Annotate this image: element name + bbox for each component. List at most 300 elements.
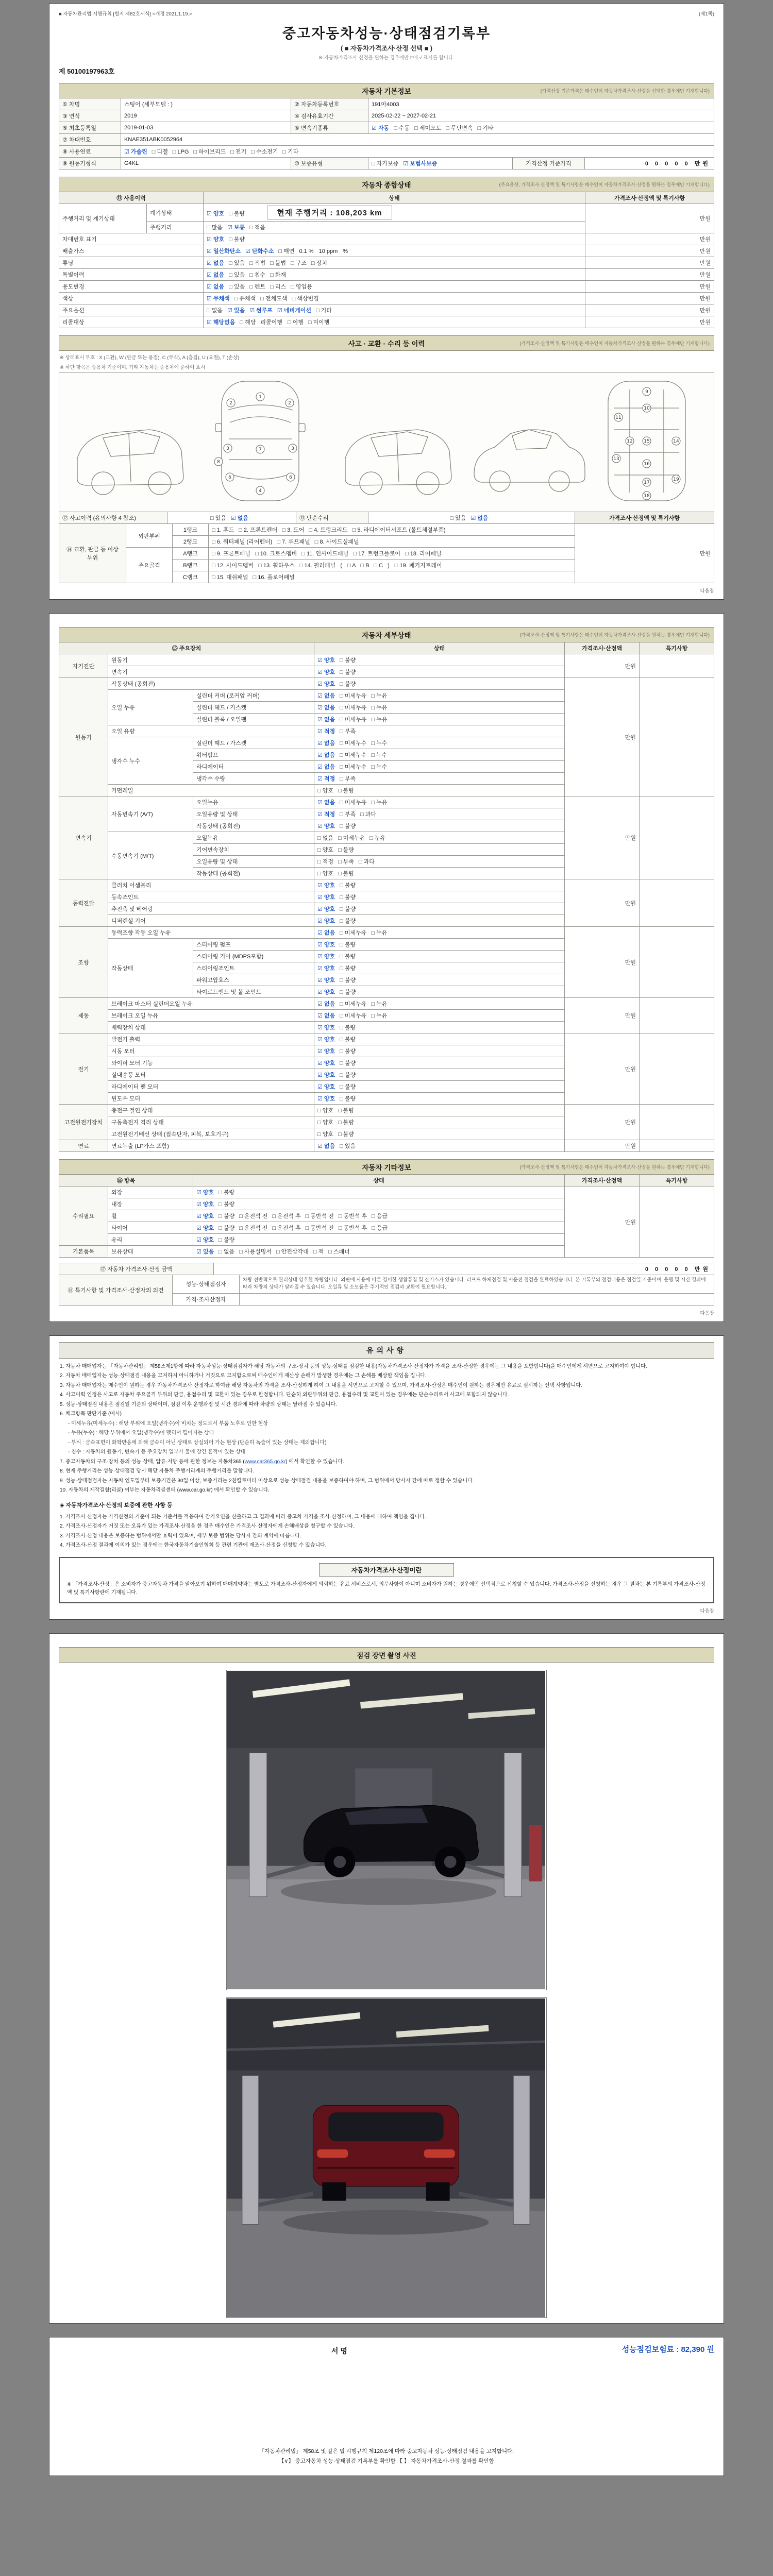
checkbox-양호[interactable]: □ 양호 [317, 1108, 333, 1114]
checkbox-보통[interactable]: ☑ 보통 [227, 225, 245, 231]
checkbox-양호[interactable]: ☑ 양호 [317, 942, 335, 948]
checkbox-C[interactable]: □ C [374, 563, 383, 569]
checkbox-부족[interactable]: □ 부족 [340, 728, 356, 735]
cell [291, 98, 368, 110]
checkbox-적음[interactable]: □ 적음 [249, 225, 266, 231]
checkbox-누유[interactable]: □ 누유 [371, 717, 388, 723]
cell [640, 1140, 714, 1152]
checkbox-누수[interactable]: □ 누수 [371, 740, 388, 747]
checkbox-없음[interactable]: ☑ 없음 [317, 717, 335, 723]
checkbox-6. 쿼터패널 (리어펜더)[interactable]: □ 6. 쿼터패널 (리어펜더) [212, 539, 273, 545]
checkbox-적정[interactable]: ☑ 적정 [317, 728, 335, 735]
checkbox-불량[interactable]: □ 불량 [340, 681, 356, 687]
checkbox-불량[interactable]: □ 불량 [340, 657, 356, 664]
checkbox-불량[interactable]: □ 불량 [340, 1025, 356, 1031]
inline-value: ) [388, 563, 390, 569]
cell-text: G4KL [124, 160, 139, 166]
checkbox-동반석 전[interactable]: □ 동반석 전 [305, 1213, 334, 1219]
svg-text:8: 8 [217, 460, 220, 465]
cell [585, 257, 714, 269]
next-page-label[interactable]: 다음장 [700, 588, 714, 594]
cell [108, 1069, 314, 1081]
checkbox-없음[interactable]: ☑ 없음 [207, 284, 225, 290]
checkbox-잭[interactable]: □ 잭 [313, 1249, 324, 1255]
cell-text: 만원 [699, 272, 711, 278]
checkbox-있음[interactable]: □ 있음 [229, 260, 245, 266]
checkbox-불량[interactable]: □ 불량 [340, 942, 356, 948]
checkbox-미세누수[interactable]: □ 미세누수 [340, 752, 367, 758]
cell-text: 오일유량 및 상태 [196, 811, 238, 818]
checkbox-16. 플로어패널[interactable]: □ 16. 플로어패널 [253, 574, 295, 581]
checkbox-양호[interactable]: ☑ 양호 [317, 1037, 335, 1043]
checkbox-10. 크로스멤버[interactable]: □ 10. 크로스멤버 [255, 551, 297, 557]
checkbox-양호[interactable]: ☑ 양호 [196, 1213, 214, 1219]
checkbox-네비게이션[interactable]: ☑ 네비게이션 [277, 308, 311, 314]
cell-text: 등속조인트 [111, 894, 139, 901]
cell-text: 연료 [78, 1143, 89, 1149]
checkbox-없음[interactable]: ☑ 없음 [317, 705, 335, 711]
checkbox-불량[interactable]: □ 불량 [338, 1120, 354, 1126]
cell [108, 1105, 314, 1116]
checkbox-9. 프론트패널[interactable]: □ 9. 프론트패널 [212, 551, 251, 557]
checkbox-침수[interactable]: □ 침수 [249, 272, 266, 278]
checkbox-19. 패키지트레이[interactable]: □ 19. 패키지트레이 [394, 563, 442, 569]
checkbox-썬루프[interactable]: ☑ 썬루프 [249, 308, 273, 314]
checkbox-안전삼각대[interactable]: □ 안전삼각대 [276, 1249, 309, 1255]
checkbox-양호[interactable]: ☑ 양호 [317, 1072, 335, 1078]
checkbox-양호[interactable]: ☑ 양호 [196, 1237, 214, 1243]
cell [585, 192, 714, 204]
checkbox-5. 라디에이터서포트 (볼트체결부품)[interactable]: □ 5. 라디에이터서포트 (볼트체결부품) [352, 527, 446, 533]
checkbox-양호[interactable]: ☑ 양호 [317, 1096, 335, 1102]
checkbox-미세누유[interactable]: □ 미세누유 [340, 930, 367, 936]
checkbox-불량[interactable]: □ 불량 [340, 954, 356, 960]
checkbox-누유[interactable]: □ 누유 [371, 1001, 388, 1007]
checkbox-누유[interactable]: □ 누유 [371, 1013, 388, 1019]
checkbox-없음[interactable]: ☑ 없음 [470, 515, 489, 521]
checkbox-색상변경[interactable]: □ 색상변경 [292, 296, 319, 302]
checkbox-누유[interactable]: □ 누유 [369, 835, 386, 841]
checkbox-불량[interactable]: □ 불량 [340, 965, 356, 972]
checkbox-없음[interactable]: ☑ 없음 [317, 1013, 335, 1019]
cell-text: 작동상태 (공회전) [111, 681, 155, 687]
checkbox-이행[interactable]: □ 이행 [287, 319, 304, 326]
next-page-label[interactable]: 다음장 [700, 1608, 714, 1614]
checkbox-불량[interactable]: □ 불량 [229, 211, 245, 217]
checkbox-양호[interactable]: ☑ 양호 [317, 823, 335, 829]
checkbox-기타[interactable]: □ 기타 [477, 125, 494, 131]
fee-label: 성능점검보험료 : [621, 2345, 679, 2354]
checkbox-누수[interactable]: □ 누수 [371, 752, 388, 758]
checkbox-구조[interactable]: □ 구조 [291, 260, 307, 266]
checkbox-양호[interactable]: □ 양호 [317, 1120, 333, 1126]
checkbox-없음[interactable]: □ 없음 [207, 308, 223, 314]
checkbox-부족[interactable]: □ 부족 [340, 776, 356, 782]
checkbox-무채색[interactable]: ☑ 무채색 [207, 296, 230, 302]
checkbox-불량[interactable]: □ 불량 [338, 847, 354, 853]
cell [193, 1187, 565, 1198]
cell-text: 오일 누유 [111, 705, 135, 711]
checkbox-양호[interactable]: ☑ 양호 [317, 669, 335, 675]
checkbox-불량[interactable]: □ 불량 [219, 1190, 235, 1196]
checkbox-있음[interactable]: □ 있음 [210, 515, 226, 521]
checkbox-없음[interactable]: ☑ 없음 [207, 260, 225, 266]
checkbox-양호[interactable]: ☑ 양호 [317, 681, 335, 687]
checkbox-없음[interactable]: □ 없음 [219, 1249, 235, 1255]
checkbox-양호[interactable]: ☑ 양호 [317, 1060, 335, 1066]
cell [314, 702, 565, 714]
checkbox-양호[interactable]: ☑ 양호 [317, 1025, 335, 1031]
checkbox-미세누유[interactable]: □ 미세누유 [340, 693, 367, 699]
cell [59, 1033, 108, 1105]
checkbox-양호[interactable]: ☑ 양호 [317, 657, 335, 664]
checkbox-스패너[interactable]: □ 스패너 [328, 1249, 350, 1255]
cell-text: 2025-02-22 ~ 2027-02-21 [372, 113, 436, 119]
checkbox-불량[interactable]: □ 불량 [340, 918, 356, 924]
checkbox-없음[interactable]: ☑ 없음 [317, 1001, 335, 1007]
checkbox-일산화탄소[interactable]: ☑ 일산화탄소 [207, 248, 241, 255]
checkbox-적정[interactable]: ☑ 적정 [317, 776, 335, 782]
cell-text: 오일유량 및 상태 [196, 859, 238, 865]
checkbox-양호[interactable]: □ 양호 [317, 1131, 333, 1138]
svg-text:6: 6 [228, 475, 231, 480]
checkbox-부족[interactable]: □ 부족 [338, 859, 354, 865]
checkbox-양호[interactable]: □ 양호 [317, 847, 333, 853]
checkbox-12. 사이드멤버[interactable]: □ 12. 사이드멤버 [212, 563, 254, 569]
checkbox-과다[interactable]: □ 과다 [358, 859, 375, 865]
checkbox-누유[interactable]: □ 누유 [371, 800, 388, 806]
cell-text: 실린더 헤드 / 가스켓 [196, 740, 247, 747]
checkbox-미세누수[interactable]: □ 미세누수 [340, 764, 367, 770]
checkbox-불량[interactable]: □ 불량 [229, 236, 245, 243]
checkbox-7. 루프패널[interactable]: □ 7. 루프패널 [277, 539, 310, 545]
checkbox-불량[interactable]: □ 불량 [340, 669, 356, 675]
checkbox-13. 휠하우스[interactable]: □ 13. 휠하우스 [258, 563, 295, 569]
checkbox-불량[interactable]: □ 불량 [219, 1225, 235, 1231]
checkbox-누유[interactable]: □ 누유 [371, 930, 388, 936]
checkbox-불량[interactable]: □ 불량 [338, 871, 354, 877]
checkbox-없음[interactable]: ☑ 없음 [317, 800, 335, 806]
checkbox-불량[interactable]: □ 불량 [338, 1108, 354, 1114]
cell [640, 1033, 714, 1105]
checkbox-양호[interactable]: □ 양호 [317, 871, 333, 877]
cell-text: 라디에이터 [196, 764, 224, 770]
checkbox-디젤[interactable]: □ 디젤 [152, 149, 168, 155]
cell [59, 654, 108, 678]
checkbox-미세누유[interactable]: □ 미세누유 [340, 1001, 367, 1007]
checkbox-보험사보증[interactable]: ☑ 보험사보증 [403, 161, 438, 167]
next-page-label[interactable]: 다음장 [700, 1310, 714, 1316]
cell [314, 974, 565, 986]
checkbox-없음[interactable]: ☑ 없음 [230, 515, 249, 521]
checkbox-전체도색[interactable]: □ 전체도색 [260, 296, 288, 302]
table-row [59, 146, 714, 158]
cell-text: 오일 유량 [111, 728, 135, 735]
checkbox-세미오토[interactable]: □ 세미오토 [414, 125, 442, 131]
vehicle-diagram-svg [67, 376, 706, 506]
cell [314, 844, 565, 856]
checkbox-동반석 후[interactable]: □ 동반석 후 [338, 1213, 367, 1219]
table-row [59, 293, 714, 304]
checkbox-없음[interactable]: ☑ 없음 [317, 752, 335, 758]
cell [193, 951, 314, 962]
cell-text: 조향 [78, 959, 89, 966]
checkbox-운전석 후[interactable]: □ 운전석 후 [272, 1213, 301, 1219]
checkbox-불량[interactable]: □ 불량 [340, 1048, 356, 1055]
checkbox-18. 리어패널[interactable]: □ 18. 리어패널 [405, 551, 442, 557]
checkbox-불량[interactable]: □ 불량 [338, 788, 354, 794]
cell-text: 만원 [699, 319, 711, 326]
checkbox-누수[interactable]: □ 누수 [371, 764, 388, 770]
checkbox-양호[interactable]: □ 양호 [317, 788, 333, 794]
section-etc-info [59, 1159, 714, 1175]
checkbox-가솔린[interactable]: ☑ 가솔린 [124, 149, 147, 155]
checkbox-적정[interactable]: □ 적정 [317, 859, 333, 865]
checkbox-불량[interactable]: □ 불량 [340, 977, 356, 984]
cell [108, 678, 314, 690]
checkbox-양호[interactable]: ☑ 양호 [317, 883, 335, 889]
cell-text: 만원 [625, 959, 636, 966]
cell [59, 110, 121, 122]
checkbox-기타[interactable]: □ 기타 [315, 308, 332, 314]
overall-condition-table [59, 192, 714, 328]
checkbox-미세누유[interactable]: □ 미세누유 [340, 800, 367, 806]
checkbox-양호[interactable]: ☑ 양호 [317, 894, 335, 901]
checkbox-불량[interactable]: □ 불량 [340, 1096, 356, 1102]
cell [314, 1116, 565, 1128]
checkbox-부족[interactable]: □ 부족 [340, 811, 356, 818]
checkbox-양호[interactable]: ☑ 양호 [317, 918, 335, 924]
cell [59, 233, 204, 245]
cell [108, 915, 314, 927]
checkbox-응급[interactable]: □ 응급 [372, 1225, 388, 1231]
checkbox-있음[interactable]: □ 있음 [229, 284, 245, 290]
checkbox-없음[interactable]: ☑ 없음 [317, 1143, 335, 1149]
cell-text: 워터펌프 [196, 752, 219, 758]
checkbox-무단변속[interactable]: □ 무단변속 [446, 125, 473, 131]
notice-item: 1. 가격조사·산정자는 가격산정의 기준이 되는 기준서를 적용하여 감가요인을 산출하고 그 결과에 따라 중고차 가격을 조사·산정하며, 그 내용에 대하여 책임을 집니다. [60, 1514, 426, 1520]
cell [314, 1140, 565, 1152]
checkbox-많음[interactable]: □ 많음 [207, 225, 223, 231]
cell-text: ① 차명 [62, 101, 80, 108]
checkbox-11. 인사이드패널[interactable]: □ 11. 인사이드패널 [301, 551, 349, 557]
cell [108, 1246, 193, 1258]
checkbox-적법[interactable]: □ 적법 [249, 260, 266, 266]
cell [121, 122, 291, 134]
cell-text: ③ 연식 [62, 113, 80, 120]
checkbox-미세누수[interactable]: □ 미세누수 [340, 740, 367, 747]
checkbox-불량[interactable]: □ 불량 [340, 1072, 356, 1078]
cell [314, 1105, 565, 1116]
cell-text: ⑫ 사고이력 (유의사항 4 참조) [62, 515, 136, 521]
cell [585, 293, 714, 304]
checkbox-렌트[interactable]: □ 렌트 [249, 284, 266, 290]
checkbox-양호[interactable]: ☑ 양호 [207, 211, 225, 217]
checkbox-자동[interactable]: ☑ 자동 [372, 125, 390, 131]
cell [314, 1128, 565, 1140]
table-row [59, 316, 714, 328]
checkbox-3. 도어[interactable]: □ 3. 도어 [282, 527, 305, 533]
cell-text: 보유상태 [111, 1249, 133, 1255]
checkbox-불량[interactable]: □ 불량 [340, 989, 356, 995]
cell-text: 만원 [699, 308, 711, 314]
checkbox-불량[interactable]: □ 불량 [340, 1084, 356, 1090]
cell [565, 1033, 640, 1105]
external-link[interactable]: www.car365.go.kr [244, 1459, 286, 1465]
table-row [59, 1263, 714, 1275]
checkbox-불량[interactable]: □ 불량 [338, 1131, 354, 1138]
checkbox-14. 필러패널[interactable]: □ 14. 필러패널 [299, 563, 336, 569]
checkbox-불량[interactable]: □ 불량 [340, 1037, 356, 1043]
checkbox-없음[interactable]: ☑ 없음 [317, 764, 335, 770]
checkbox-운전석 후[interactable]: □ 운전석 후 [272, 1225, 301, 1231]
checkbox-없음[interactable]: ☑ 없음 [317, 740, 335, 747]
checkbox-B[interactable]: □ B [360, 563, 369, 569]
cell-text: 휠 [111, 1213, 117, 1219]
checkbox-17. 트렁크플로어[interactable]: □ 17. 트렁크플로어 [353, 551, 401, 557]
checkbox-양호[interactable]: ☑ 양호 [317, 989, 335, 995]
checkbox-양호[interactable]: ☑ 양호 [317, 1048, 335, 1055]
cell-text: 배력장치 상태 [111, 1025, 146, 1031]
cell [291, 158, 368, 170]
checkbox-없음[interactable]: □ 없음 [317, 835, 333, 841]
cell [59, 134, 121, 146]
checkbox-불량[interactable]: □ 불량 [340, 894, 356, 901]
cell [204, 293, 585, 304]
cell-text: 오일누유 [196, 835, 219, 841]
cell-text: 만원 [625, 734, 636, 741]
checkbox-불량[interactable]: □ 불량 [340, 823, 356, 829]
checkbox-적정[interactable]: ☑ 적정 [317, 811, 335, 818]
checkbox-양호[interactable]: ☑ 양호 [196, 1225, 214, 1231]
checkbox-2. 프론트펜더[interactable]: □ 2. 프론트펜더 [239, 527, 278, 533]
checkbox-유채색[interactable]: □ 유채색 [234, 296, 256, 302]
checkbox-없음[interactable]: ☑ 없음 [317, 693, 335, 699]
checkbox-사용설명서[interactable]: □ 사용설명서 [239, 1249, 272, 1255]
checkbox-1. 후드[interactable]: □ 1. 후드 [212, 527, 234, 533]
checkbox-LPG[interactable]: □ LPG [172, 149, 189, 155]
checkbox-4. 트렁크리드[interactable]: □ 4. 트렁크리드 [309, 527, 348, 533]
checkbox-15. 대쉬패널[interactable]: □ 15. 대쉬패널 [212, 574, 248, 581]
cell-text: 만원 [699, 248, 711, 255]
checkbox-양호[interactable]: ☑ 양호 [196, 1190, 214, 1196]
checkbox-불량[interactable]: □ 불량 [219, 1213, 235, 1219]
svg-text:11: 11 [615, 415, 621, 420]
cell [108, 1045, 314, 1057]
checkbox-양호[interactable]: ☑ 양호 [317, 1084, 335, 1090]
checkbox-하이브리드[interactable]: □ 하이브리드 [193, 149, 226, 155]
section-overall-note: (주요옵션, 가격조사·산정액 및 특기사항은 매수인이 자동차가격조사·산정을 원하는 경우에만 기재합니다) [499, 182, 710, 188]
cell [214, 1263, 714, 1275]
cell [167, 512, 296, 524]
cell-text: 실린더 블록 / 오일팬 [196, 717, 247, 723]
checkbox-불량[interactable]: □ 불량 [340, 1060, 356, 1066]
checkbox-전기[interactable]: □ 전기 [230, 149, 247, 155]
checkbox-해당없음[interactable]: ☑ 해당없음 [207, 319, 236, 326]
checkbox-양호[interactable]: ☑ 양호 [207, 236, 225, 243]
cell [108, 737, 193, 785]
checkbox-있음[interactable]: ☑ 있음 [227, 308, 245, 314]
cell-text: 실린더 커버 (로커암 커버) [196, 693, 260, 699]
notice-item: 9. 성능·상태점검자는 자동차 인도일부터 보증기간은 30일 이상, 보증거리는 2천킬로미터 이상으로 성능·상태점검 내용을 보증하여야 하며, 그 범위에서 당사자 간에 따로 정할 수 있습니다. [60, 1478, 474, 1484]
cell-text: 만원 [625, 900, 636, 907]
checkbox-있음[interactable]: □ 있음 [450, 515, 466, 521]
cell-text: 라디에이터 팬 모터 [111, 1084, 159, 1090]
table-row [59, 512, 714, 524]
checkbox-양호[interactable]: ☑ 양호 [317, 965, 335, 972]
checkbox-있음[interactable]: ☑ 있음 [196, 1249, 214, 1255]
checkbox-운전석 전[interactable]: □ 운전석 전 [239, 1225, 268, 1231]
cell [193, 974, 314, 986]
cell [193, 820, 314, 832]
checkbox-운전석 전[interactable]: □ 운전석 전 [239, 1213, 268, 1219]
checkbox-8. 사이드실패널[interactable]: □ 8. 사이드실패널 [314, 539, 359, 545]
checkbox-리스[interactable]: □ 리스 [270, 284, 287, 290]
checkbox-미세누유[interactable]: □ 미세누유 [340, 1013, 367, 1019]
checkbox-없음[interactable]: ☑ 없음 [317, 930, 335, 936]
section-photos-title: 점검 장면 촬영 사진 [357, 1651, 416, 1659]
checkbox-누유[interactable]: □ 누유 [371, 705, 388, 711]
checkbox-해당[interactable]: □ 해당 [240, 319, 256, 326]
checkbox-자가보증[interactable]: □ 자가보증 [372, 161, 399, 167]
checkbox-양호[interactable]: ☑ 양호 [317, 954, 335, 960]
checkbox-화재[interactable]: □ 화재 [270, 272, 287, 278]
cell [314, 737, 565, 749]
checkbox-미세누유[interactable]: □ 미세누유 [338, 835, 365, 841]
checkbox-동반석 전[interactable]: □ 동반석 전 [305, 1225, 334, 1231]
checkbox-미세누유[interactable]: □ 미세누유 [340, 705, 367, 711]
checkbox-미세누유[interactable]: □ 미세누유 [340, 717, 367, 723]
checkbox-과다[interactable]: □ 과다 [360, 811, 377, 818]
checkbox-응급[interactable]: □ 응급 [372, 1213, 388, 1219]
checkbox-매연[interactable]: □ 매연 [278, 248, 295, 255]
checkbox-불법[interactable]: □ 불법 [270, 260, 287, 266]
notice-item: - 부식 : 금속표면이 화학반응에 의해 금속이 아닌 상태로 상실되어 가는 현상 (단순히 녹슬어 있는 상태는 제외합니다) [68, 1439, 327, 1446]
checkbox-양호[interactable]: ☑ 양호 [317, 977, 335, 984]
cell [240, 1293, 714, 1305]
cell [314, 1010, 565, 1022]
checkbox-수소전기[interactable]: □ 수소전기 [251, 149, 278, 155]
checkbox-수동[interactable]: □ 수동 [394, 125, 410, 131]
checkbox-불량[interactable]: □ 불량 [340, 883, 356, 889]
detail-condition-table [59, 642, 714, 1152]
checkbox-장치[interactable]: □ 장치 [311, 260, 327, 266]
checkbox-누유[interactable]: □ 누유 [371, 693, 388, 699]
table-row [59, 134, 714, 146]
checkbox-있음[interactable]: □ 있음 [229, 272, 245, 278]
checkbox-동반석 후[interactable]: □ 동반석 후 [338, 1225, 367, 1231]
checkbox-미이행[interactable]: □ 미이행 [308, 319, 330, 326]
svg-text:12: 12 [627, 439, 633, 444]
cell [59, 158, 121, 170]
cell-text: 가격조사·산정액 및 특기사항 [609, 515, 680, 521]
checkbox-기타[interactable]: □ 기타 [282, 149, 299, 155]
checkbox-없음[interactable]: ☑ 없음 [207, 272, 225, 278]
checkbox-영업용[interactable]: □ 영업용 [291, 284, 312, 290]
checkbox-불량[interactable]: □ 불량 [340, 906, 356, 912]
checkbox-불량[interactable]: □ 불량 [219, 1201, 235, 1208]
checkbox-양호[interactable]: ☑ 양호 [196, 1201, 214, 1208]
cell-text: ⑪ 사용이력 [116, 195, 146, 201]
checkbox-양호[interactable]: ☑ 양호 [317, 906, 335, 912]
cell [108, 891, 314, 903]
checkbox-A[interactable]: □ A [347, 563, 356, 569]
table-row [59, 98, 714, 110]
checkbox-탄화수소[interactable]: ☑ 탄화수소 [245, 248, 274, 255]
cell [565, 1187, 640, 1258]
checkbox-있음[interactable]: □ 있음 [340, 1143, 356, 1149]
checkbox-불량[interactable]: □ 불량 [219, 1237, 235, 1243]
